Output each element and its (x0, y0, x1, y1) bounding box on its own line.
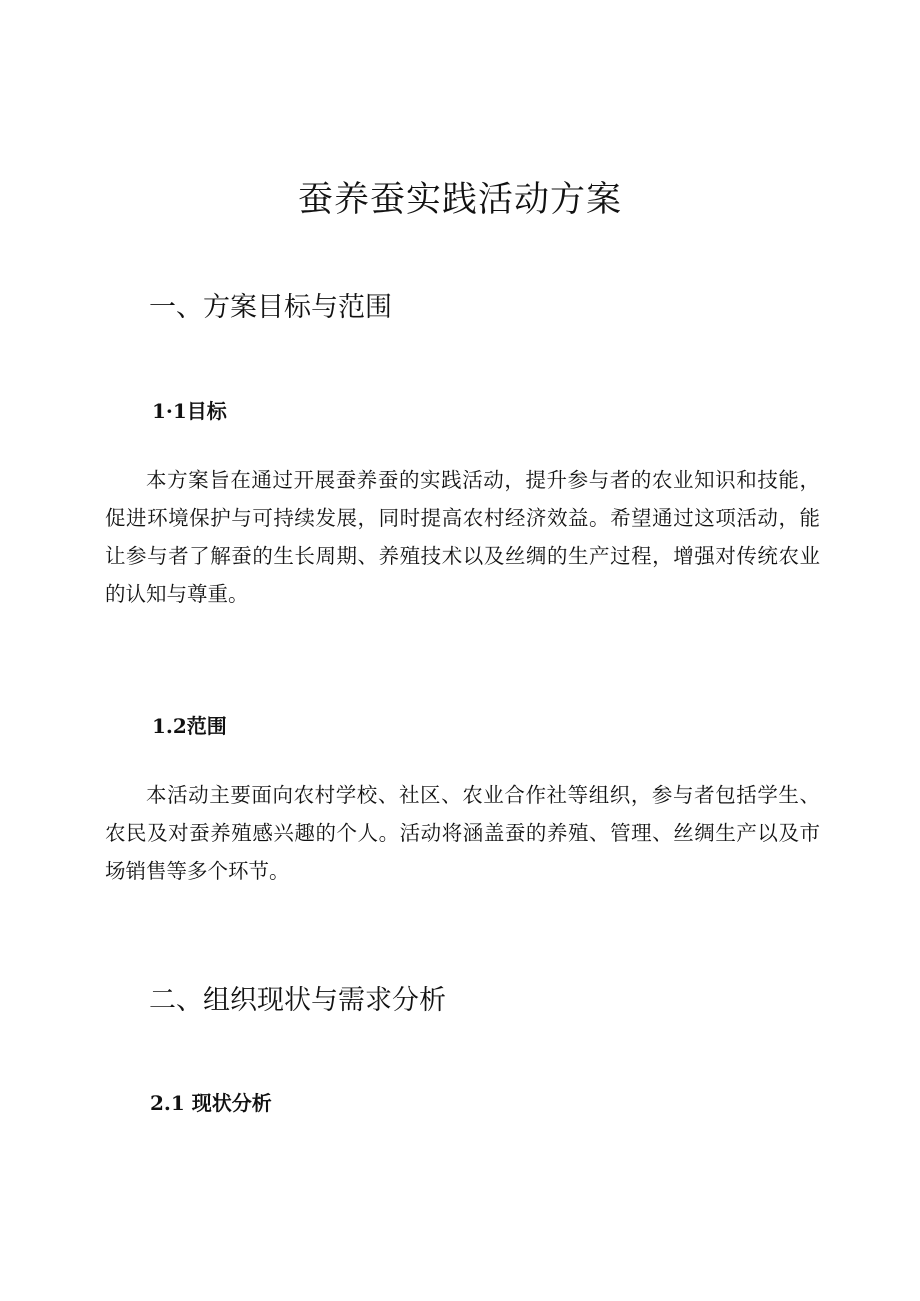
subsection-heading-1-1 (152, 396, 227, 426)
document-title: 蚕养蚕实践活动方案 (297, 180, 622, 220)
subsection-heading-1-2 (152, 711, 227, 741)
subsection-number: 1.2 (152, 714, 187, 738)
section-heading-2: 二、组织现状与需求分析 (149, 985, 446, 1016)
subsection-label: 目标 (186, 399, 227, 423)
paragraph-scope: 本活动主要面向农村学校、社区、农业合作社等组织，参与者包括学生、农民及对蚕养殖感兴趣的个人。活动将涵盖蚕的养殖、管理、丝绸生产以及市场销售等多个环节。 (105, 783, 820, 883)
subsection-number: 2.1 (150, 1091, 185, 1115)
subsection-label: 现状分析 (191, 1091, 272, 1115)
subsection-label: 范围 (186, 714, 227, 738)
subsection-heading-2-1 (150, 1088, 272, 1118)
section-heading-1: 一、方案目标与范围 (149, 292, 392, 323)
paragraph-goal: 本方案旨在通过开展蚕养蚕的实践活动，提升参与者的农业知识和技能，促进环境保护与可持续发展，同时提高农村经济效益。希望通过这项活动，能让参与者了解蚕的生长周期、养殖技术以及丝绸的生产过程，增强对传统农业的认知与尊重。 (105, 468, 820, 606)
subsection-number: 1·1 (152, 399, 187, 423)
